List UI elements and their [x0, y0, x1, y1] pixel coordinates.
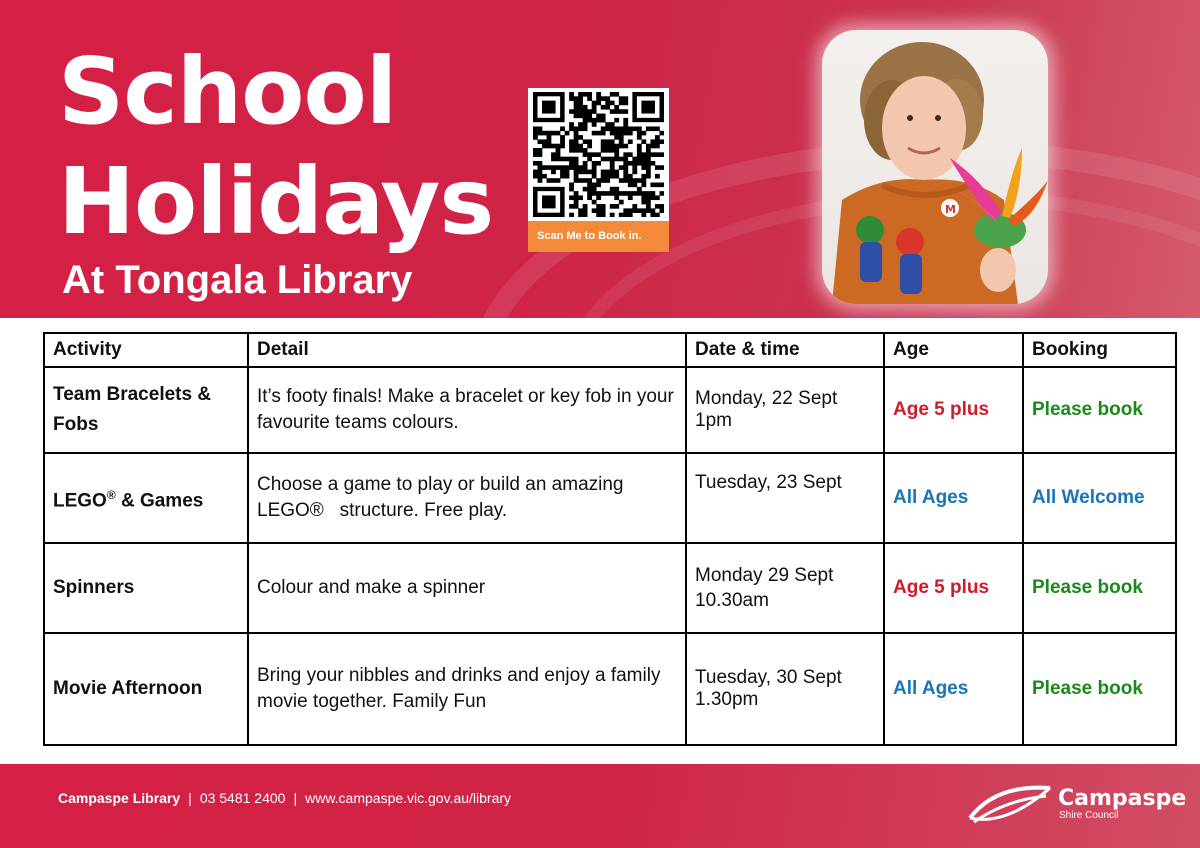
- detail-cell: Bring your nibbles and drinks and enjoy a family movie together. Family Fun: [248, 633, 686, 745]
- time-line: 1.30pm: [695, 689, 759, 710]
- footer-bar: [0, 764, 1200, 848]
- detail-cell: Colour and make a spinner: [248, 543, 686, 633]
- child-photo: [822, 30, 1048, 304]
- activity-cell: Team Bracelets & Fobs: [44, 367, 248, 453]
- logo-name: Campaspe: [1058, 786, 1187, 811]
- header-activity: Activity: [44, 333, 248, 367]
- table-header-row: [44, 333, 1176, 367]
- date-cell: [686, 453, 884, 543]
- activity-cell: Movie Afternoon: [44, 633, 248, 745]
- qr-code-icon[interactable]: [528, 88, 669, 221]
- time-line: 10.30am: [695, 590, 769, 611]
- table-row: [44, 453, 1176, 543]
- booking-cell: Please book: [1023, 543, 1176, 633]
- footer-org: Campaspe Library: [58, 790, 181, 806]
- footer-url[interactable]: www.campaspe.vic.gov.au/library: [305, 790, 512, 806]
- age-cell: Age 5 plus: [884, 543, 1023, 633]
- title-line-1: School: [58, 38, 397, 145]
- activity-cell: Spinners: [44, 543, 248, 633]
- date-line: Tuesday, 30 Sept: [695, 667, 842, 688]
- date-cell: [686, 543, 884, 633]
- logo-subtitle: Shire Council: [1059, 810, 1119, 821]
- booking-cell: All Welcome: [1023, 453, 1176, 543]
- activity-name: LEGO: [53, 490, 107, 512]
- subtitle: At Tongala Library: [62, 258, 413, 302]
- table-row: [44, 367, 1176, 453]
- footer-separator: |: [293, 790, 298, 806]
- booking-cell: Please book: [1023, 367, 1176, 453]
- date-cell: [686, 367, 884, 453]
- schedule-table: [43, 332, 1177, 746]
- age-cell: Age 5 plus: [884, 367, 1023, 453]
- date-line: Monday, 22 Sept: [695, 388, 838, 409]
- registered-mark: ®: [106, 487, 116, 502]
- activity-suffix: & Games: [115, 490, 204, 512]
- title-line-2: Holidays: [58, 148, 494, 255]
- header-date: Date & time: [686, 333, 884, 367]
- age-cell: All Ages: [884, 453, 1023, 543]
- header-banner: [0, 0, 1200, 318]
- detail-cell: Choose a game to play or build an amazing LEGO® structure. Free play.: [248, 453, 686, 543]
- detail-cell: It’s footy finals! Make a bracelet or key fob in your favourite teams colours.: [248, 367, 686, 453]
- svg-text:M: M: [945, 203, 956, 216]
- age-cell: All Ages: [884, 633, 1023, 745]
- date-line: Tuesday, 23 Sept: [695, 472, 842, 493]
- table-row: [44, 543, 1176, 633]
- header-age: Age: [884, 333, 1023, 367]
- date-line: Monday 29 Sept: [695, 565, 834, 586]
- booking-cell: Please book: [1023, 633, 1176, 745]
- footer-contact: [58, 790, 511, 806]
- header-booking: Booking: [1023, 333, 1176, 367]
- header-detail: Detail: [248, 333, 686, 367]
- footer-phone[interactable]: 03 5481 2400: [199, 790, 286, 806]
- date-cell: [686, 633, 884, 745]
- campaspe-logo-icon: [966, 782, 1056, 826]
- footer-separator: |: [188, 790, 192, 806]
- time-line: 1pm: [695, 410, 732, 431]
- activity-cell: [44, 453, 248, 543]
- table-row: [44, 633, 1176, 745]
- qr-label: Scan Me to Book in.: [528, 221, 669, 252]
